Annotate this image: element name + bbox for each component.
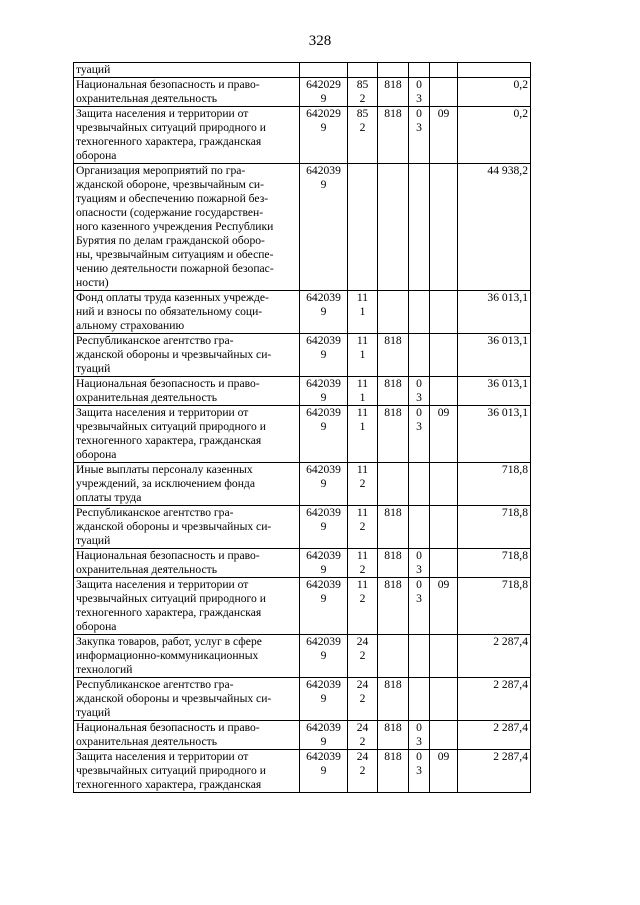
section-cell: 0 3	[409, 721, 430, 750]
amount-cell: 2 287,4	[458, 721, 531, 750]
section-cell: 0 3	[409, 377, 430, 406]
table-row	[74, 63, 531, 78]
department-code-cell: 818	[378, 549, 409, 578]
amount-cell: 36 013,1	[458, 406, 531, 463]
department-code-cell: 818	[378, 750, 409, 793]
row-name-cell: Республиканское агентство гра- жданской обороны и чрезвычайных си- туаций	[74, 678, 300, 721]
table-row	[74, 78, 531, 107]
amount-cell: 0,2	[458, 78, 531, 107]
amount-cell: 36 013,1	[458, 291, 531, 334]
department-code-cell: 818	[378, 107, 409, 164]
target-code-cell: 642039 9	[300, 506, 348, 549]
subsection-cell	[430, 164, 458, 291]
table-row	[74, 578, 531, 635]
department-code-cell	[378, 291, 409, 334]
section-cell	[409, 635, 430, 678]
expense-type-cell: 24 2	[348, 721, 378, 750]
target-code-cell: 642039 9	[300, 334, 348, 377]
amount-cell: 718,8	[458, 463, 531, 506]
table-row	[74, 334, 531, 377]
section-cell	[409, 678, 430, 721]
table-row	[74, 678, 531, 721]
subsection-cell	[430, 721, 458, 750]
department-code-cell	[378, 164, 409, 291]
row-name-cell: Закупка товаров, работ, услуг в сфере информационно-коммуникационных технологий	[74, 635, 300, 678]
amount-cell: 718,8	[458, 549, 531, 578]
expense-type-cell: 11 1	[348, 291, 378, 334]
section-cell	[409, 334, 430, 377]
target-code-cell: 642039 9	[300, 678, 348, 721]
department-code-cell: 818	[378, 506, 409, 549]
target-code-cell: 642039 9	[300, 463, 348, 506]
row-name-cell: Иные выплаты персоналу казенных учреждений, за исключением фонда оплаты труда	[74, 463, 300, 506]
section-cell: 0 3	[409, 107, 430, 164]
table-row	[74, 406, 531, 463]
expense-type-cell	[348, 164, 378, 291]
target-code-cell: 642029 9	[300, 107, 348, 164]
department-code-cell	[378, 63, 409, 78]
subsection-cell	[430, 635, 458, 678]
expense-type-cell: 11 2	[348, 549, 378, 578]
target-code-cell: 642039 9	[300, 721, 348, 750]
department-code-cell: 818	[378, 678, 409, 721]
subsection-cell	[430, 549, 458, 578]
expense-type-cell: 11 2	[348, 578, 378, 635]
subsection-cell	[430, 63, 458, 78]
department-code-cell: 818	[378, 721, 409, 750]
row-name-cell: Фонд оплаты труда казенных учрежде- ний и взносы по обязательному соци- альному страхованию	[74, 291, 300, 334]
amount-cell: 718,8	[458, 506, 531, 549]
target-code-cell: 642039 9	[300, 578, 348, 635]
expense-type-cell: 24 2	[348, 750, 378, 793]
row-name-cell: Республиканское агентство гра- жданской обороны и чрезвычайных си- туаций	[74, 506, 300, 549]
table-row	[74, 721, 531, 750]
target-code-cell: 642029 9	[300, 78, 348, 107]
table-row	[74, 549, 531, 578]
subsection-cell	[430, 78, 458, 107]
section-cell: 0 3	[409, 549, 430, 578]
target-code-cell	[300, 63, 348, 78]
page-number: 328	[308, 33, 332, 49]
subsection-cell: 09	[430, 107, 458, 164]
expense-type-cell: 85 2	[348, 107, 378, 164]
department-code-cell: 818	[378, 334, 409, 377]
department-code-cell: 818	[378, 377, 409, 406]
expense-type-cell: 85 2	[348, 78, 378, 107]
row-name-cell: Национальная безопасность и право- охранительная деятельность	[74, 721, 300, 750]
expense-type-cell: 11 2	[348, 463, 378, 506]
subsection-cell: 09	[430, 406, 458, 463]
amount-cell: 2 287,4	[458, 635, 531, 678]
table-row	[74, 107, 531, 164]
expense-type-cell: 24 2	[348, 678, 378, 721]
row-name-cell: Организация мероприятий по гра- жданской обороне, чрезвычайным си- туациям и обеспечению пожарной без- опасности (содержание государствен- ного казенного учреждения Республики Бурятия по делам гражданской оборо- ны, чрезвычайным ситуациям и обеспе- чению деятельности пожарной безопас- ности)	[74, 164, 300, 291]
target-code-cell: 642039 9	[300, 635, 348, 678]
table-row	[74, 750, 531, 793]
section-cell: 0 3	[409, 78, 430, 107]
section-cell: 0 3	[409, 750, 430, 793]
row-name-cell: Защита населения и территории от чрезвычайных ситуаций природного и техногенного характера, гражданская оборона	[74, 107, 300, 164]
expense-type-cell: 11 1	[348, 406, 378, 463]
amount-cell: 36 013,1	[458, 334, 531, 377]
subsection-cell	[430, 506, 458, 549]
amount-cell: 44 938,2	[458, 164, 531, 291]
department-code-cell: 818	[378, 578, 409, 635]
department-code-cell: 818	[378, 78, 409, 107]
subsection-cell: 09	[430, 578, 458, 635]
target-code-cell: 642039 9	[300, 377, 348, 406]
table-row	[74, 463, 531, 506]
row-name-cell: Национальная безопасность и право- охранительная деятельность	[74, 78, 300, 107]
section-cell	[409, 291, 430, 334]
amount-cell: 36 013,1	[458, 377, 531, 406]
row-name-cell: Республиканское агентство гра- жданской обороны и чрезвычайных си- туаций	[74, 334, 300, 377]
subsection-cell	[430, 334, 458, 377]
expense-type-cell: 11 2	[348, 506, 378, 549]
subsection-cell: 09	[430, 750, 458, 793]
target-code-cell: 642039 9	[300, 291, 348, 334]
expense-type-cell: 11 1	[348, 377, 378, 406]
table-row	[74, 635, 531, 678]
department-code-cell	[378, 635, 409, 678]
amount-cell: 2 287,4	[458, 678, 531, 721]
target-code-cell: 642039 9	[300, 406, 348, 463]
expense-type-cell: 24 2	[348, 635, 378, 678]
subsection-cell	[430, 291, 458, 334]
table-row	[74, 291, 531, 334]
row-name-cell: Национальная безопасность и право- охранительная деятельность	[74, 377, 300, 406]
amount-cell	[458, 63, 531, 78]
section-cell	[409, 164, 430, 291]
department-code-cell: 818	[378, 406, 409, 463]
subsection-cell	[430, 678, 458, 721]
amount-cell: 0,2	[458, 107, 531, 164]
table-row	[74, 377, 531, 406]
table-row	[74, 506, 531, 549]
section-cell	[409, 506, 430, 549]
section-cell: 0 3	[409, 578, 430, 635]
target-code-cell: 642039 9	[300, 164, 348, 291]
section-cell	[409, 463, 430, 506]
subsection-cell	[430, 377, 458, 406]
target-code-cell: 642039 9	[300, 549, 348, 578]
row-name-cell: Защита населения и территории от чрезвычайных ситуаций природного и техногенного характера, гражданская оборона	[74, 578, 300, 635]
row-name-cell: Защита населения и территории от чрезвычайных ситуаций природного и техногенного характера, гражданская оборона	[74, 406, 300, 463]
expense-type-cell	[348, 63, 378, 78]
section-cell	[409, 63, 430, 78]
expense-type-cell: 11 1	[348, 334, 378, 377]
amount-cell: 718,8	[458, 578, 531, 635]
row-name-cell: Защита населения и территории от чрезвычайных ситуаций природного и техногенного характера, гражданская	[74, 750, 300, 793]
amount-cell: 2 287,4	[458, 750, 531, 793]
target-code-cell: 642039 9	[300, 750, 348, 793]
table-row	[74, 164, 531, 291]
row-name-cell: Национальная безопасность и право- охранительная деятельность	[74, 549, 300, 578]
department-code-cell	[378, 463, 409, 506]
row-name-cell: туаций	[74, 63, 300, 78]
budget-table	[73, 62, 531, 793]
subsection-cell	[430, 463, 458, 506]
section-cell: 0 3	[409, 406, 430, 463]
